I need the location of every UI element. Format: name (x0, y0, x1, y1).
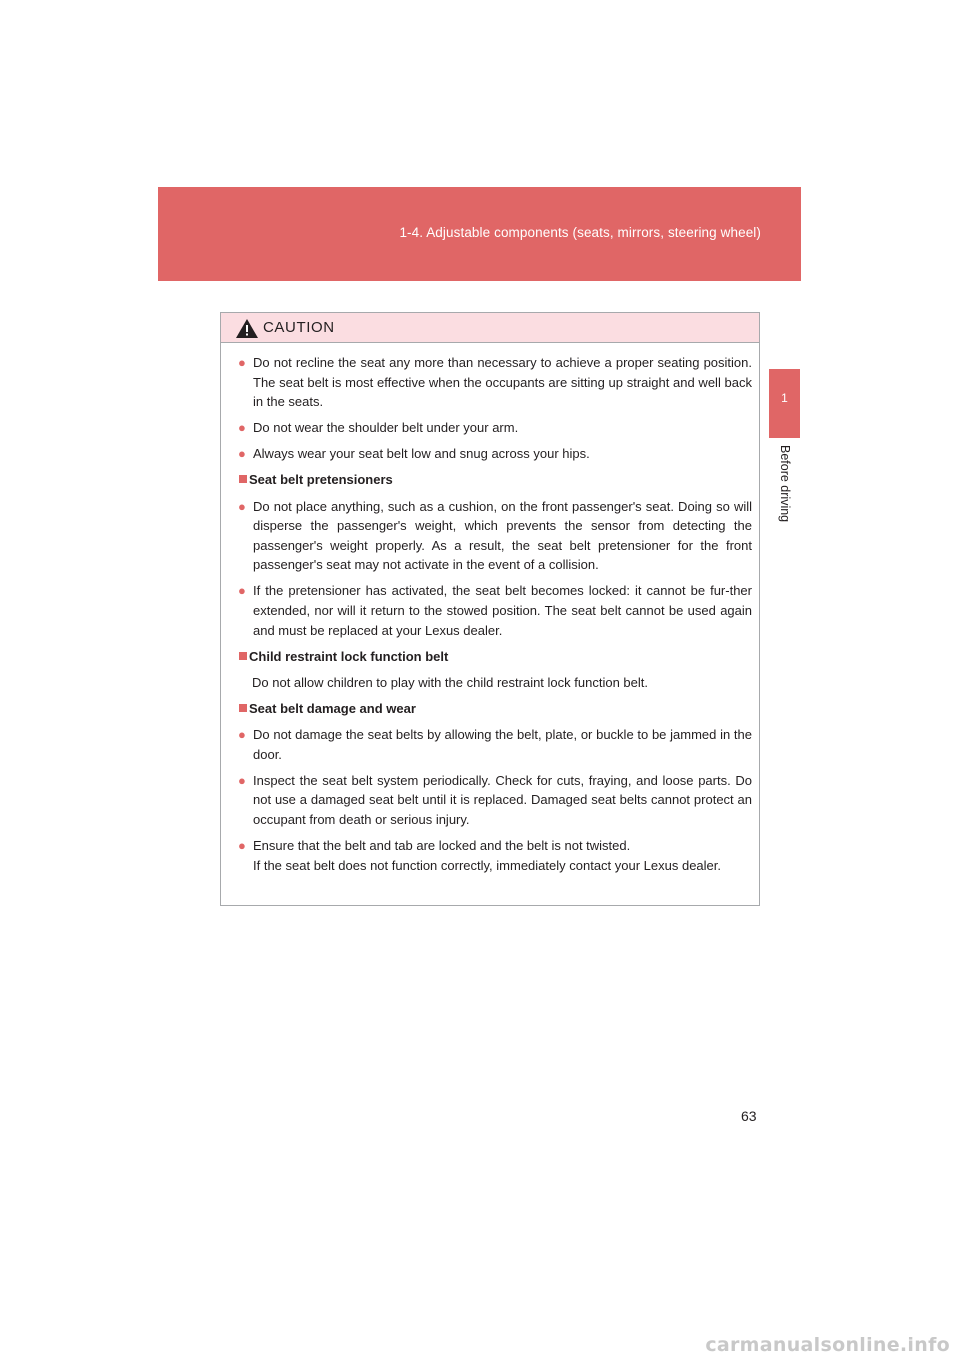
bullet-dot-icon: ● (238, 498, 246, 514)
chapter-number: 1 (781, 391, 788, 405)
bullet-dot-icon: ● (238, 837, 246, 853)
square-bullet-icon (239, 652, 247, 660)
list-item (231, 444, 752, 464)
list-item-text: If the pretensioner has activated, the seat belt becomes locked: it cannot be fur-ther extended, nor will it return to the stowed position. The seat belt cannot be used again and must be replaced at your Lexus dealer. (253, 583, 752, 638)
caution-body (221, 343, 759, 875)
header-band (158, 187, 801, 281)
section-heading-text: Seat belt damage and wear (249, 700, 416, 716)
list-item-text: Always wear your seat belt low and snug across your hips. (253, 446, 590, 462)
list-item-text: Do not place anything, such as a cushion, on the front passenger's seat. Doing so will disperse the passenger's weight, which prevents the sensor from detecting the passenger's weight properly. As a result, the seat belt pretensioner for the front passenger's seat may not activate in the event of a collision. (253, 498, 752, 573)
section-heading-text: Seat belt pretensioners (249, 472, 393, 488)
square-bullet-icon (239, 704, 247, 712)
section-title: 1-4. Adjustable components (seats, mirrors, steering wheel) (399, 225, 761, 240)
bullet-dot-icon: ● (238, 446, 246, 462)
chapter-label: Before driving (778, 445, 792, 523)
list-item-text-continued: If the seat belt does not function correctly, immediately contact your Lexus dealer. (253, 857, 722, 873)
square-bullet-icon (239, 475, 247, 483)
list-item (231, 581, 752, 640)
section-heading (231, 647, 752, 667)
list-item-text: Inspect the seat belt system periodically. Check for cuts, fraying, and loose parts. Do not use a damaged seat belt until it is replaced. Damaged seat belts cannot protect an occupant from death or serious injury. (253, 772, 752, 827)
caution-header (221, 313, 759, 343)
section-heading (231, 470, 752, 490)
list-item (231, 353, 752, 412)
list-item (231, 836, 752, 875)
list-item (231, 497, 752, 575)
list-item (231, 771, 752, 830)
chapter-tab[interactable] (769, 369, 800, 438)
bullet-dot-icon: ● (238, 727, 246, 742)
section-heading (231, 699, 752, 719)
warning-triangle-icon (235, 318, 259, 339)
caution-box (220, 312, 760, 906)
bullet-dot-icon: ● (238, 355, 246, 370)
list-item-text: Do not damage the seat belts by allowing the belt, plate, or buckle to be jammed in the door. (253, 727, 752, 762)
bullet-dot-icon: ● (238, 420, 246, 436)
caution-title: CAUTION (263, 319, 335, 336)
section-heading-text: Child restraint lock function belt (249, 648, 449, 664)
list-item-text: Do not recline the seat any more than necessary to achieve a proper seating position. The seat belt is most effective when the occupants are sitting up straight and well back in the seats. (253, 355, 752, 410)
bullet-dot-icon: ● (238, 583, 246, 599)
watermark: carmanualsonline.info (705, 1334, 950, 1356)
page-number: 63 (741, 1108, 757, 1124)
list-item-text: Ensure that the belt and tab are locked and the belt is not twisted. (253, 837, 631, 853)
list-item-text: Do not wear the shoulder belt under your arm. (253, 420, 519, 436)
list-item (231, 725, 752, 764)
list-item (231, 418, 752, 438)
bullet-dot-icon: ● (238, 772, 246, 788)
paragraph: Do not allow children to play with the child restraint lock function belt. (252, 674, 648, 690)
